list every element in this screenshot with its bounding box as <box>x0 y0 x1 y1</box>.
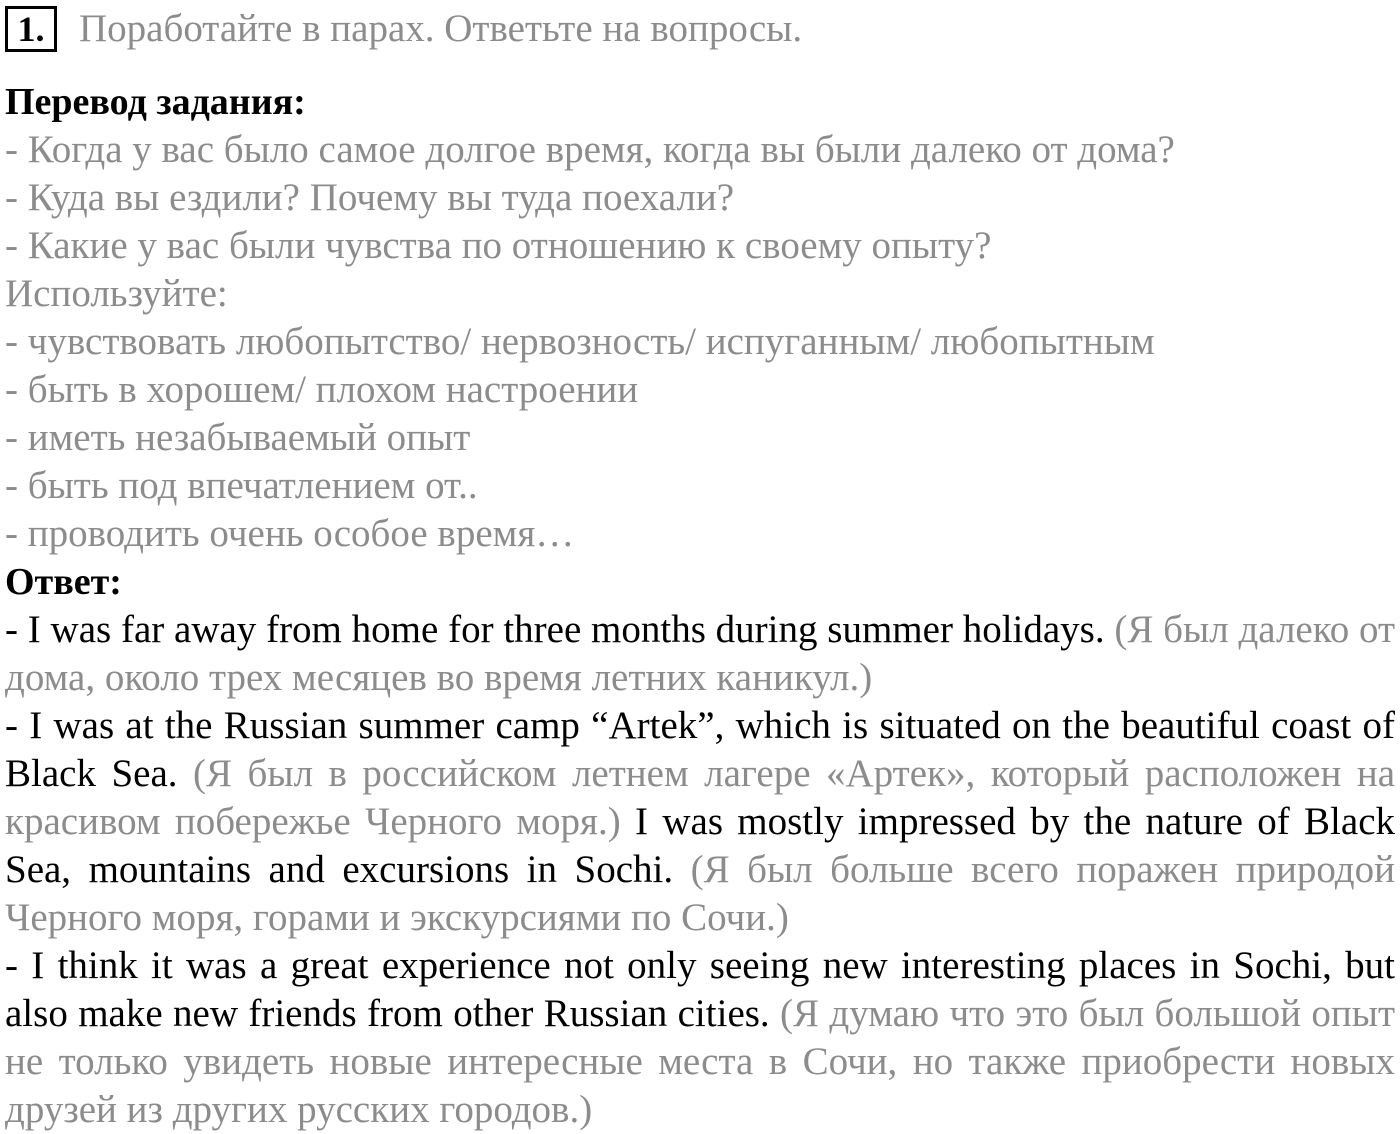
translation-line: - иметь незабываемый опыт <box>5 416 471 459</box>
answer-paragraph <box>5 702 1395 942</box>
answer-paragraph <box>5 942 1395 1134</box>
translation-line: Используйте: <box>5 272 228 315</box>
translation-line: - быть в хорошем/ плохом настроении <box>5 368 639 411</box>
answer-paragraph <box>5 606 1395 702</box>
translation-heading: Перевод задания: <box>5 81 306 123</box>
answer-russian-translation: (Я был далеко от дома, около трех месяцев во время летних каникул.) <box>5 608 1396 699</box>
translation-line: - Куда вы ездили? Почему вы туда поехали? <box>5 176 735 219</box>
translation-line: - Когда у вас было самое долгое время, когда вы были далеко от дома? <box>5 128 1175 171</box>
answer-english-text: - I was far away from home for three months during summer holidays. <box>5 608 1105 651</box>
translation-line: - Какие у вас были чувства по отношению к своему опыту? <box>5 224 992 267</box>
answer-russian-translation: (Я был в российском летнем лагере «Артек», который расположен на красивом побережье Черного моря.) <box>5 752 1396 843</box>
translation-line: - проводить очень особое время… <box>5 512 575 555</box>
exercise-page <box>5 4 1395 1134</box>
translation-line: - чувствовать любопытство/ нервозность/ испуганным/ любопытным <box>5 320 1155 363</box>
translation-line: - быть под впечатлением от.. <box>5 464 478 507</box>
answer-heading: Ответ: <box>5 561 122 603</box>
answer-english-text: - I think it was a great experience not only seeing new interesting places in Sochi, but also make new friends from other Russian cities. <box>5 944 1395 1035</box>
task-instruction: Поработайте в парах. Ответьте на вопросы. <box>79 7 803 50</box>
answer-section <box>5 558 1395 1134</box>
answer-russian-translation: (Я думаю что это был большой опыт не только увидеть новые интересные места в Сочи, но также приобрести новых друзей из других русских городов.) <box>5 992 1396 1131</box>
answer-english-text: I was mostly impressed by the nature of Black Sea, mountains and excursions in Sochi. <box>5 800 1396 891</box>
task-number-badge: 1. <box>5 6 57 52</box>
translation-section <box>5 78 1395 558</box>
answer-russian-translation: (Я был больше всего поражен природой Черного моря, горами и экскурсиями по Сочи.) <box>5 848 1395 939</box>
task-header <box>5 4 1395 54</box>
answer-english-text: - I was at the Russian summer camp “Artek”, which is situated on the beautiful coast of Black Sea. <box>5 704 1395 795</box>
